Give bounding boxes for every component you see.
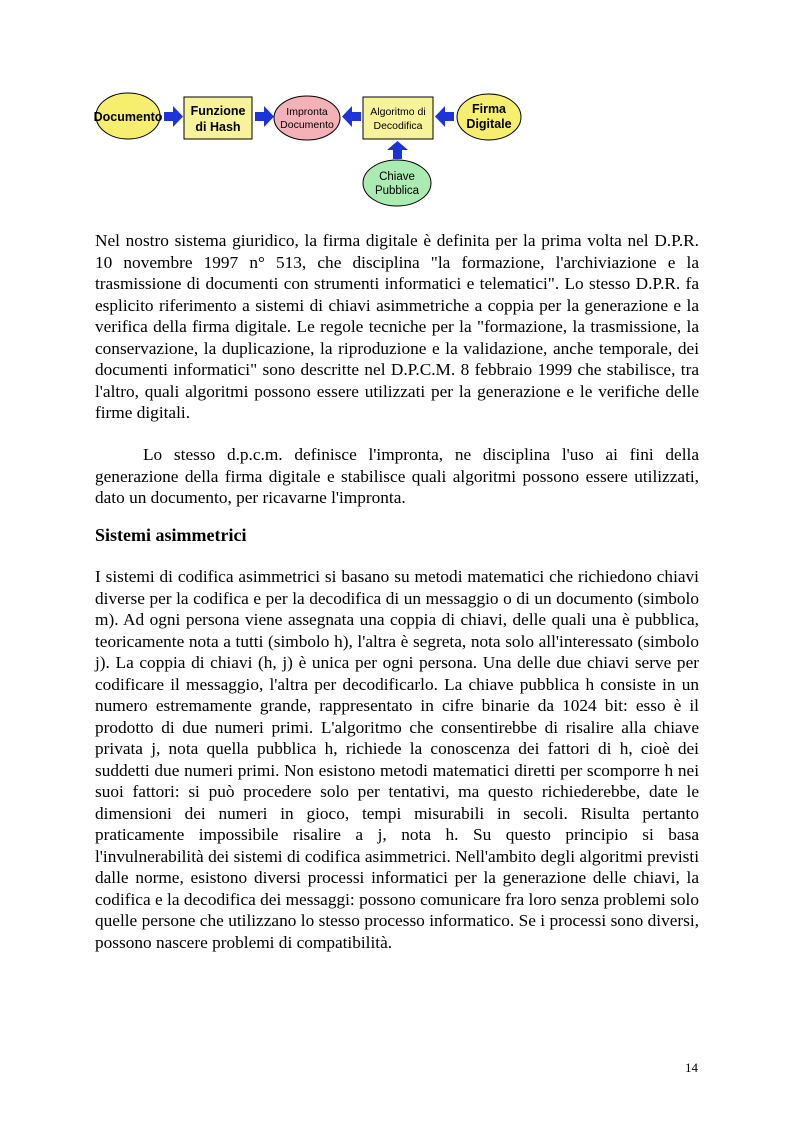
algoritmo-line2: Decodifica bbox=[373, 120, 423, 132]
signature-verification-diagram bbox=[0, 0, 793, 215]
paragraph-sistemi-asimmetrici: I sistemi di codifica asimmetrici si basano su metodi matematici che richiedono chiavi diverse per la codifica e per la decodifica di un messaggio o di un documento (simbolo m). Ad ogni persona viene assegnata una coppia di chiavi, delle quali una è pubblica, teoricamente nota a tutti (simbolo h), l'altra è segreta, nota solo all'interessato (simbolo j). La coppia di chiavi (h, j) è unica per ogni persona. Una delle due chiavi serve per codificare il messaggio, l'altra per decodificarlo. La chiave pubblica h consiste in un numero estremamente grande, rappresentato in cifre binarie da 1024 bit: esso è il prodotto di due numeri primi. L'algoritmo che consentirebbe di risalire alla chiave privata j, nota quella pubblica h, richiede la conoscenza dei fattori di h, cioè dei suddetti due numeri primi. Non esistono metodi matematici diretti per scomporre h nei suoi fattori: si può procedere solo per tentativi, ma questo richiederebbe, date le dimensioni dei numeri in gioco, tempi misurabili in secoli. Risulta pertanto praticamente impossibile risalire a j, nota h. Su questo principio si basa l'invulnerabilità dei sistemi di codifica asimmetrici. Nell'ambito degli algoritmi previsti dalle norme, esistono diversi processi informatici per la generazione delle chiavi, la codifica e la decodifica dei messaggi: possono comunicare fra loro senza problemi solo quelle persone che utilizzano lo stesso processo informatico. Se i processi sono diversi, possono nascere problemi di compatibilità. bbox=[95, 567, 699, 952]
paragraph-firma-digitale: Nel nostro sistema giuridico, la firma digitale è definita per la prima volta nel D.P.R. 10 novembre 1997 n° 513, che disciplina "la formazione, l'archiviazione e la trasmissione di documenti con strumenti informatici e telematici". Lo stesso D.P.R. fa esplicito riferimento a sistemi di chiavi asimmetriche a coppia per la generazione e la verifica della firma digitale. Le regole tecniche per la "formazione, la trasmissione, la conservazione, la duplicazione, la riproduzione e la validazione, anche temporale, dei documenti informatici" sono descritte nel D.P.C.M. 8 febbraio 1999 che stabilisce, tra l'altro, quali algoritmi possono essere utilizzati per la generazione e le verifiche delle firme digitali. bbox=[95, 231, 699, 422]
page-number: 14 bbox=[685, 1060, 698, 1075]
arrow-right-icon bbox=[255, 106, 274, 127]
arrow-right-icon bbox=[164, 106, 183, 127]
funzione-line1: Funzione bbox=[190, 104, 246, 118]
arrow-up-icon bbox=[387, 141, 408, 159]
documento-node bbox=[94, 93, 163, 139]
section-heading: Sistemi asimmetrici bbox=[95, 525, 247, 545]
funzione-hash-node bbox=[184, 97, 252, 139]
impronta-documento-node bbox=[274, 96, 340, 140]
firma-line2: Digitale bbox=[466, 117, 512, 131]
funzione-line2: di Hash bbox=[195, 120, 241, 134]
algoritmo-line1: Algoritmo di bbox=[370, 106, 426, 118]
arrow-left-icon bbox=[342, 106, 361, 127]
chiave-line1: Chiave bbox=[379, 171, 415, 183]
chiave-pubblica-node bbox=[363, 160, 431, 206]
firma-line1: Firma bbox=[471, 102, 507, 116]
paragraph-impronta: Lo stesso d.p.c.m. definisce l'impronta, ne disciplina l'uso ai fini della generazione della firma digitale e stabilisce quali algoritmi possono essere utilizzati, dato un documento, per ricavarne l'impronta. bbox=[95, 445, 699, 507]
algoritmo-decodifica-node bbox=[363, 97, 433, 139]
impronta-line2: Documento bbox=[280, 119, 334, 131]
arrow-left-icon bbox=[435, 106, 454, 127]
chiave-line2: Pubblica bbox=[374, 185, 420, 197]
firma-digitale-node bbox=[457, 94, 521, 140]
impronta-line1: Impronta bbox=[286, 106, 328, 118]
documento-label: Documento bbox=[93, 110, 163, 124]
